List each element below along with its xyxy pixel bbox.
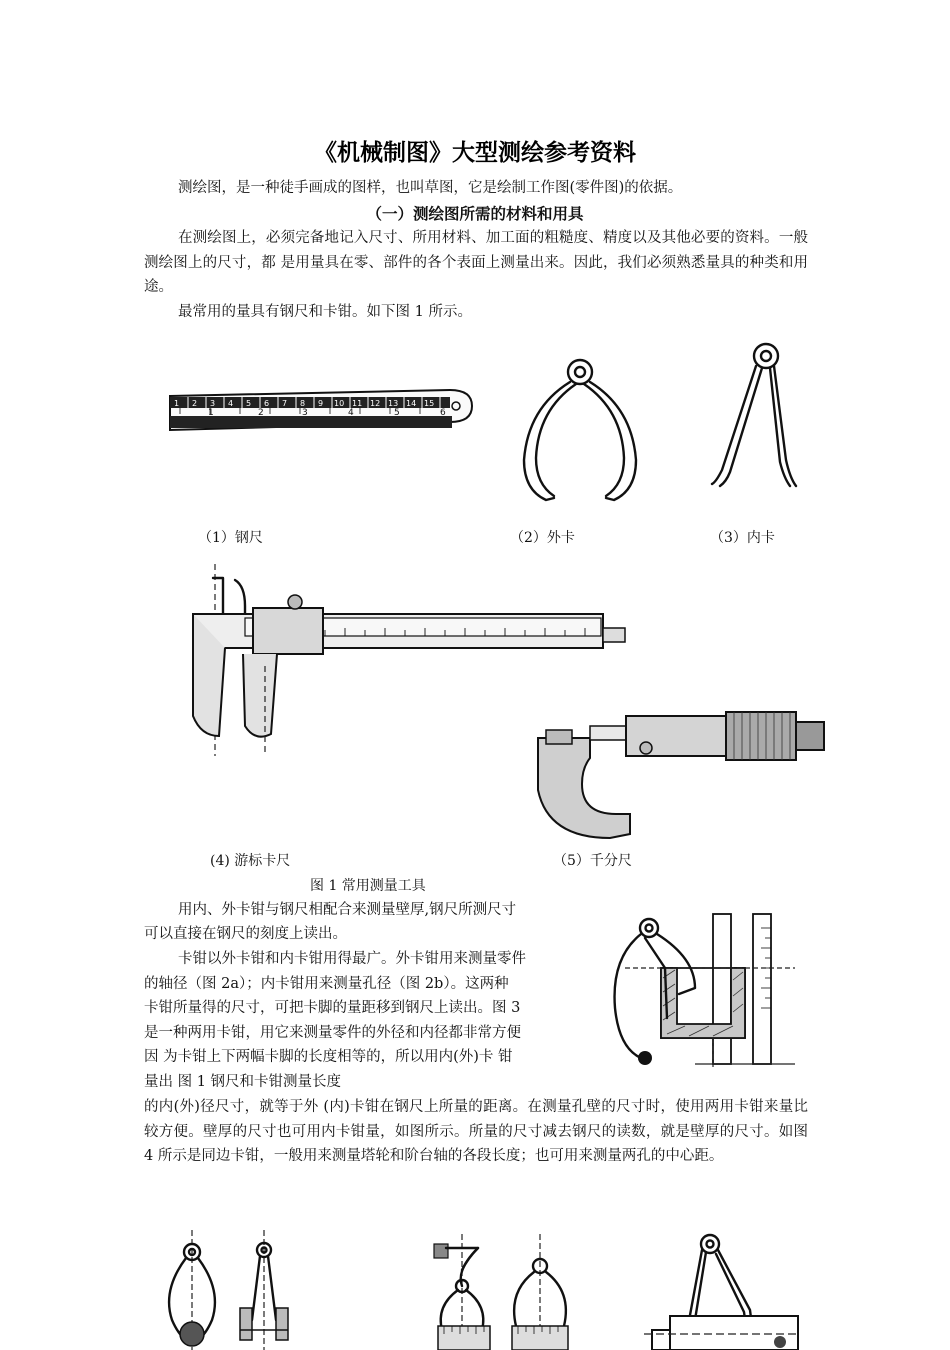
ruler-mark: 13 <box>388 399 399 408</box>
ruler-mark: 10 <box>334 399 345 408</box>
text-line: 是一种两用卡钳，用它来测量零件的外径和内径都非常方便 <box>144 1025 521 1041</box>
text-line: 用内、外卡钳与钢尺相配合来测量壁厚,钢尺所测尺寸 <box>178 902 517 918</box>
intro-paragraph: 测绘图，是一种徒手画成的图样，也叫草图，它是绘制工作图(零件图)的依据。 <box>178 180 683 196</box>
caption-outside-caliper: （2）外卡 <box>510 530 575 546</box>
ruler-mark: 14 <box>406 399 417 408</box>
caption-inside-caliper: （3）内卡 <box>710 530 775 546</box>
ruler-mark: 4 <box>228 399 234 408</box>
caption-micrometer: （5）千分尺 <box>553 853 632 869</box>
paragraph-2: 最常用的量具有钢尺和卡钳。如下图 1 所示。 <box>178 304 472 320</box>
ruler-mark: 2 <box>192 399 198 408</box>
caption-steel-ruler: （1）钢尺 <box>198 530 263 546</box>
ruler-mark: 9 <box>318 399 324 408</box>
ruler-mark: 6 <box>264 399 270 408</box>
inside-caliper-image <box>700 340 810 500</box>
bottom-caliper-figure-b <box>428 1230 588 1350</box>
caption-vernier: (4) 游标卡尺 <box>210 853 291 869</box>
ruler-mark: 4 <box>348 408 354 418</box>
wall-thickness-diagram <box>605 908 805 1078</box>
text-line: 卡钳所量得的尺寸，可把卡脚的量距移到钢尺上读出。图 3 <box>144 1000 521 1016</box>
ruler-mark: 5 <box>394 408 400 418</box>
ruler-mark: 7 <box>282 399 288 408</box>
ruler-mark: 11 <box>352 399 363 408</box>
ruler-mark: 1 <box>174 399 180 408</box>
paragraph-1: 在测绘图上，必须完备地记入尺寸、所用材料、加工面的粗糙度、精度以及其他必要的资料。一般测绘图上的尺寸，都 是用量具在零、部件的各个表面上测量出来。因此，我们必须熟悉量具的种类和用途。 <box>144 230 808 295</box>
text-line: 量出 图 1 钢尺和卡钳测量长度 <box>144 1074 342 1090</box>
text-line: 因 为卡钳上下两幅卡脚的长度相等的，所以用内(外)卡 钳 <box>144 1049 513 1065</box>
steel-ruler-image <box>150 380 480 490</box>
section-heading: （一）测绘图所需的材料和用具 <box>366 205 584 223</box>
ruler-mark: 15 <box>424 399 435 408</box>
ruler-mark: 12 <box>370 399 381 408</box>
ruler-mark: 3 <box>210 399 216 408</box>
ruler-mark: 1 <box>208 408 214 418</box>
bottom-caliper-figure-c <box>640 1230 800 1350</box>
page-title: 《机械制图》大型测绘参考资料 <box>314 140 636 166</box>
figure-1-caption: 图 1 常用测量工具 <box>310 878 426 894</box>
ruler-mark: 8 <box>300 399 306 408</box>
ruler-mark: 6 <box>440 408 446 418</box>
text-line: 可以直接在钢尺的刻度上读出。 <box>144 926 347 942</box>
text-line: 的轴径（图 2a）；内卡钳用来测量孔径（图 2b）。这两种 <box>144 976 509 992</box>
ruler-mark: 2 <box>258 408 264 418</box>
outside-caliper-image <box>510 350 650 510</box>
micrometer-image <box>530 708 830 848</box>
ruler-mark: 5 <box>246 399 252 408</box>
bottom-caliper-figure-a <box>160 1230 300 1350</box>
paragraph-after: 的内(外)径尺寸，就等于外 (内)卡钳在钢尺上所量的距离。在测量孔壁的尺寸时，使用两用卡钳来量比较方便。壁厚的尺寸也可用内卡钳量，如图所示。所量的尺寸减去钢尺的读数，就是壁厚的尺寸。如图 4 所示是同边卡钳，一般用来测量塔轮和阶台轴的各段长度；也可用来测量两孔的中心距。 <box>144 1099 808 1164</box>
ruler-mark: 3 <box>302 408 308 418</box>
text-line: 卡钳以外卡钳和内卡钳用得最广。外卡钳用来测量零件 <box>178 951 526 967</box>
